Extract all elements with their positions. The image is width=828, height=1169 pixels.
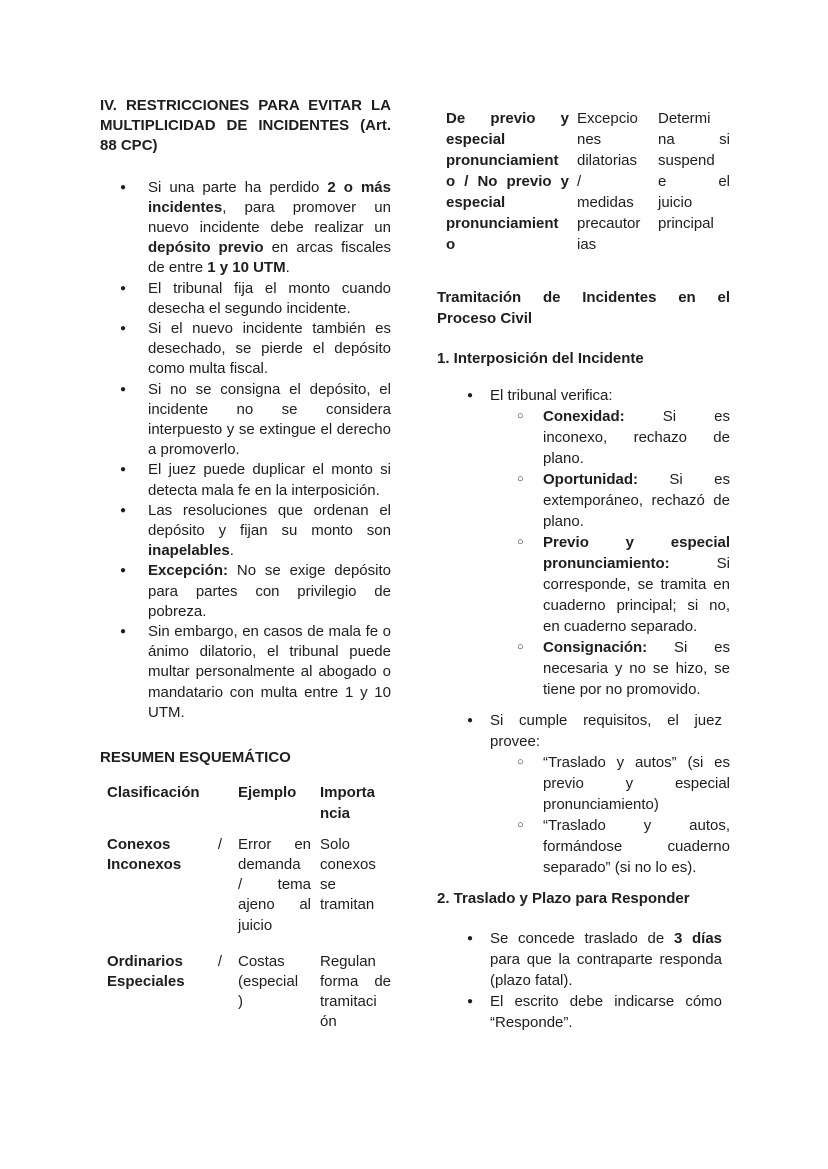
bullet-content <box>148 460 391 500</box>
cell-line: conexos <box>320 855 376 873</box>
table-row <box>437 108 730 255</box>
bullet-icon: ● <box>120 181 127 193</box>
text-run: Si cumple requisitos, el juez provee: <box>490 712 722 750</box>
text-run: Se concede traslado de <box>490 930 674 947</box>
cell-line: suspend <box>658 152 715 169</box>
table-cell <box>100 952 238 992</box>
bullet-icon: ● <box>120 626 127 638</box>
cell-line <box>238 875 311 895</box>
paragraph <box>543 752 730 815</box>
bullet-item <box>100 178 391 279</box>
text-run: Si no se consigna el depósito, el incidente no se considera interpuesto y se extingue el derecho a promoverlo. <box>148 380 391 459</box>
text-run: El escrito debe indicarse cómo “Responde”. <box>490 993 722 1031</box>
bullet-item <box>437 385 730 700</box>
paragraph <box>148 279 391 319</box>
bullet-item <box>100 501 391 562</box>
traslado-list <box>437 928 730 1033</box>
sub-bullet-item <box>490 752 730 815</box>
bold-text-run: Previo y especial pronunciamiento: <box>543 534 730 572</box>
cell-line <box>107 855 222 875</box>
paragraph <box>148 460 391 500</box>
paragraph <box>148 622 391 723</box>
cell-line: Determi <box>658 110 711 127</box>
cell-line: demanda <box>238 855 301 873</box>
circle-bullet-icon: ○ <box>517 641 524 653</box>
text-run: Si una parte ha perdido <box>148 178 328 196</box>
cell-line: Regulan <box>320 952 376 970</box>
table-cell <box>320 952 391 1033</box>
cell-line: especial <box>446 194 506 211</box>
bullet-item <box>100 622 391 723</box>
paragraph <box>543 815 730 878</box>
word: el <box>717 289 730 306</box>
cell-line <box>446 171 569 192</box>
bullet-icon: ● <box>120 504 127 516</box>
word: si <box>719 131 730 148</box>
bullet-item <box>100 380 391 461</box>
cell-line: juicio <box>238 916 273 934</box>
text-run: para que la contraparte responda (plazo fatal). <box>490 951 722 989</box>
heading-line: Proceso Civil <box>437 310 533 327</box>
deposit-rules-list <box>100 178 391 723</box>
word: el <box>718 173 730 190</box>
word: Incidentes <box>582 289 657 306</box>
interposicion-heading <box>437 348 730 369</box>
bullet-icon: ● <box>120 464 127 476</box>
main-title <box>100 96 391 157</box>
bullet-item <box>437 928 730 991</box>
paragraph <box>543 406 730 469</box>
text-run: No se exige depósito para partes con privilegio de pobreza. <box>148 562 391 620</box>
cell-line <box>658 129 730 150</box>
tramitacion-heading <box>437 287 730 329</box>
text-run: Si el nuevo incidente también es desechado, se pierde el depósito como multa fiscal. <box>148 320 391 378</box>
word: / <box>464 173 469 190</box>
paragraph <box>490 928 730 991</box>
tipos-incidentes-table <box>437 108 730 255</box>
bold-text-run: 1. Interposición del Incidente <box>437 350 644 367</box>
bullet-icon: ● <box>467 390 474 401</box>
cell-line <box>446 108 569 129</box>
bullet-item <box>100 460 391 500</box>
bullet-content <box>490 710 730 878</box>
text-run: Si corresponde, se tramita en cuaderno principal; si no, en cuaderno separado. <box>543 555 730 635</box>
circle-bullet-icon: ○ <box>517 473 524 485</box>
circle-bullet-icon: ○ <box>517 756 524 768</box>
cell-line: especial <box>446 131 506 148</box>
word: De <box>446 110 466 127</box>
sub-bullet-item <box>490 532 730 637</box>
bullet-icon: ● <box>120 323 127 335</box>
bullet-content <box>148 178 391 279</box>
table-cell <box>658 108 730 234</box>
text-run: en arcas fiscales de entre <box>148 239 391 277</box>
word: y <box>560 173 569 190</box>
text-run: , para promover un nuevo incidente debe realizar un <box>148 198 391 237</box>
resumen-table <box>100 783 391 1032</box>
text-run: Las resoluciones que ordenan el depósito y fijan su monto son <box>148 501 391 540</box>
sub-bullet-item <box>490 815 730 878</box>
table-cell <box>100 783 238 803</box>
word: en <box>294 835 311 853</box>
text-run: . <box>285 259 290 277</box>
word: de <box>374 972 391 990</box>
sub-bullet-list <box>490 752 730 878</box>
bold-text-run: RESUMEN ESQUEMÁTICO <box>100 749 291 767</box>
bold-text-run: Oportunidad: <box>543 471 638 488</box>
word: en <box>678 289 696 306</box>
cell-line: pronunciamient <box>446 152 559 169</box>
word: de <box>542 289 561 306</box>
table-cell <box>320 835 391 916</box>
word: Inconexos <box>107 855 182 873</box>
bullet-icon: ● <box>120 565 127 577</box>
table-cell <box>238 783 320 803</box>
cell-line: Ejemplo <box>238 784 297 802</box>
word: Error <box>238 835 272 853</box>
cell-line: ón <box>320 1013 337 1031</box>
bullet-content <box>148 501 391 562</box>
cell-line: principal <box>658 215 714 232</box>
word: na <box>658 131 675 148</box>
bullet-icon: ● <box>467 715 474 726</box>
word: / <box>217 952 222 970</box>
text-run: El juez puede duplicar el monto si detecta mala fe en la interposición. <box>148 461 391 499</box>
heading-line <box>437 287 730 308</box>
paragraph <box>148 561 391 622</box>
bullet-content <box>148 380 391 461</box>
word: al <box>299 896 311 914</box>
bullet-content <box>148 622 391 723</box>
bold-text-run: 2. Traslado y Plazo para Responder <box>437 890 690 907</box>
cell-line: precautor <box>577 215 641 232</box>
table-cell <box>238 835 320 936</box>
cell-line <box>238 895 311 915</box>
table-cell <box>100 835 238 875</box>
word: forma <box>320 972 359 990</box>
word: previo <box>490 110 536 127</box>
right-column <box>437 108 730 1033</box>
bullet-icon: ● <box>467 996 474 1007</box>
cell-line: nes <box>577 131 602 148</box>
cell-line: o <box>446 236 456 253</box>
cell-line: pronunciamient <box>446 215 559 232</box>
cell-line: ias <box>577 236 597 253</box>
word: / <box>217 835 222 853</box>
bold-text-run: IV. RESTRICCIONES PARA EVITAR LA MULTIPLICIDAD DE INCIDENTES (Art. 88 CPC) <box>100 97 391 155</box>
text-run: . <box>229 542 234 560</box>
bold-text-run: 3 días <box>673 930 722 947</box>
paragraph <box>148 319 391 380</box>
cell-line <box>107 952 222 972</box>
cell-line: tramitan <box>320 896 375 914</box>
table-row <box>100 835 391 936</box>
bullet-content <box>490 928 730 991</box>
bullet-icon: ● <box>120 383 127 395</box>
text-run: Si es extemporáneo, rechazó de plano. <box>543 471 730 530</box>
bullet-icon: ● <box>467 933 474 944</box>
cell-line: ncia <box>320 804 351 822</box>
paragraph <box>543 637 730 700</box>
cell-line: Clasificación <box>107 784 200 802</box>
bullet-content <box>490 385 730 700</box>
cell-line: medidas <box>577 194 634 211</box>
paragraph <box>148 501 391 562</box>
cell-line: se <box>320 876 336 894</box>
paragraph <box>490 991 730 1033</box>
cell-line: / <box>577 173 582 190</box>
resumen-heading <box>100 748 391 768</box>
bullet-item <box>100 279 391 319</box>
interposicion-list <box>437 385 730 878</box>
bullet-icon: ● <box>120 282 127 294</box>
bold-text-run: inapelables <box>148 542 230 560</box>
cell-line: (especial <box>238 972 299 990</box>
table-cell <box>238 952 320 1013</box>
text-run: El tribunal verifica: <box>490 387 613 404</box>
cell-line: Solo <box>320 835 351 853</box>
bullet-content <box>148 279 391 319</box>
word: / <box>238 876 243 894</box>
word: previo <box>506 173 552 190</box>
table-cell <box>437 108 577 255</box>
cell-line: Costas <box>238 952 285 970</box>
circle-bullet-icon: ○ <box>517 819 524 831</box>
sub-bullet-item <box>490 637 730 700</box>
bold-text-run: 1 y 10 UTM <box>207 259 286 277</box>
bullet-item <box>100 561 391 622</box>
word: Ordinarios <box>107 952 183 970</box>
table-cell <box>577 108 658 255</box>
bullet-content <box>148 561 391 622</box>
paragraph <box>543 469 730 532</box>
left-column <box>100 96 391 1033</box>
paragraph <box>148 178 391 279</box>
table-row <box>100 783 391 823</box>
paragraph <box>490 710 730 752</box>
cell-line: dilatorias <box>577 152 638 169</box>
word: ajeno <box>238 896 275 914</box>
text-run: El tribunal fija el monto cuando desecha el segundo incidente. <box>148 279 391 317</box>
cell-line: Excepcio <box>577 110 638 127</box>
text-run: Sin embargo, en casos de mala fe o ánimo dilatorio, el tribunal puede multar personalmente al abogado o mandatario con multa entre 1 y 10 UTM. <box>148 623 391 721</box>
word: tema <box>277 876 311 894</box>
bold-text-run: depósito previo <box>148 239 264 257</box>
cell-line: tramitaci <box>320 993 377 1011</box>
bullet-item <box>437 710 730 878</box>
text-run: Si es necesaria y no se hizo, se tiene por no promovido. <box>543 639 730 698</box>
text-run: “Traslado y autos” (si es previo y especial pronunciamiento) <box>543 754 730 813</box>
sub-bullet-list <box>490 406 730 700</box>
word: Especiales <box>107 972 185 990</box>
bullet-item <box>100 319 391 380</box>
traslado-heading <box>437 888 730 909</box>
text-run: Si es inconexo, rechazo de plano. <box>543 408 730 467</box>
word: o <box>446 173 456 190</box>
circle-bullet-icon: ○ <box>517 536 524 548</box>
paragraph <box>543 532 730 637</box>
cell-line <box>107 835 222 855</box>
paragraph <box>490 385 730 406</box>
word: Tramitación <box>437 289 522 306</box>
word: No <box>477 173 498 190</box>
paragraph <box>148 380 391 461</box>
cell-line: ) <box>238 993 243 1011</box>
cell-line <box>238 835 311 855</box>
bullet-content <box>490 991 730 1033</box>
sub-bullet-item <box>490 406 730 469</box>
table-row <box>100 952 391 1033</box>
cell-line <box>658 171 730 192</box>
word: Conexos <box>107 835 171 853</box>
bullet-item <box>437 991 730 1033</box>
bold-text-run: 2 o más incidentes <box>148 178 391 216</box>
text-run: “Traslado y autos, formándose cuaderno separado” (si no lo es). <box>543 817 730 876</box>
sub-bullet-item <box>490 469 730 532</box>
cell-line: juicio <box>658 194 693 211</box>
bold-text-run: Conexidad: <box>543 408 625 425</box>
cell-line <box>107 972 222 992</box>
bullet-content <box>148 319 391 380</box>
bold-text-run: Consignación: <box>543 639 648 656</box>
cell-line: Importa <box>320 784 376 802</box>
table-cell <box>320 783 391 823</box>
bold-text-run: Excepción: <box>148 562 229 580</box>
cell-line <box>320 972 391 992</box>
word: y <box>560 110 569 127</box>
word: e <box>658 173 667 190</box>
circle-bullet-icon: ○ <box>517 410 524 422</box>
